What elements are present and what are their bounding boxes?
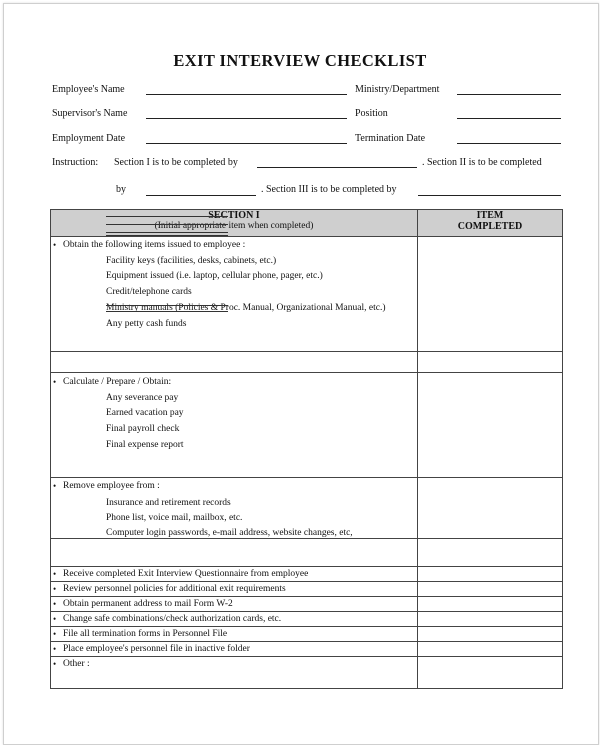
other-label: Other : — [63, 659, 90, 669]
table-row — [51, 567, 563, 582]
checklist-item: Place employee's personnel file in inactive folder — [63, 644, 250, 654]
list-item: Final expense report — [106, 440, 184, 450]
list-item: Any petty cash funds — [106, 319, 187, 329]
item-completed-cell[interactable] — [418, 657, 563, 689]
table-row — [51, 612, 563, 627]
page-title: EXIT INTERVIEW CHECKLIST — [173, 51, 427, 70]
list-item: Any severance pay — [106, 393, 179, 403]
item-completed-cell[interactable] — [418, 582, 563, 597]
list-item: Final payroll check — [106, 424, 180, 434]
blank-item-line[interactable] — [106, 311, 228, 312]
checklist-item: Obtain permanent address to mail Form W-2 — [63, 599, 233, 609]
bullet-icon: • — [53, 659, 57, 669]
section2-completer-field[interactable] — [146, 195, 256, 196]
ministry-department-field[interactable] — [457, 94, 561, 95]
item-completed-cell[interactable] — [418, 627, 563, 642]
by-label: by — [116, 184, 126, 195]
list-item: Phone list, voice mail, mailbox, etc. — [106, 513, 243, 523]
item-completed-cell[interactable] — [418, 539, 563, 567]
table-row — [51, 478, 563, 539]
list-item: Credit/telephone cards — [106, 287, 192, 297]
section1-instruction: Section I is to be completed by — [114, 157, 238, 168]
item-header-line1: ITEM — [476, 210, 504, 221]
bullet-icon: • — [53, 599, 57, 609]
list-item: Equipment issued (i.e. laptop, cellular phone, pager, etc.) — [106, 271, 323, 281]
other-item — [51, 657, 418, 689]
employment-date-label: Employment Date — [52, 133, 126, 144]
checklist-item: Receive completed Exit Interview Questionnaire from employee — [63, 569, 309, 579]
group-calculate — [51, 373, 418, 478]
item-completed-cell[interactable] — [418, 642, 563, 657]
group-remove-employee — [51, 478, 418, 539]
section2-instruction: . Section II is to be completed — [422, 157, 542, 168]
list-item: Facility keys (facilities, desks, cabinets, etc.) — [106, 256, 277, 266]
group-heading: Obtain the following items issued to employee : — [63, 240, 246, 250]
bullet-icon: • — [53, 377, 57, 387]
table-row — [51, 627, 563, 642]
item-completed-header — [418, 210, 563, 237]
bullet-icon: • — [53, 584, 57, 594]
list-item: Earned vacation pay — [106, 408, 184, 418]
checklist-item: File all termination forms in Personnel File — [63, 629, 228, 639]
checklist-table — [50, 209, 563, 689]
bullet-icon: • — [53, 629, 57, 639]
item-header-line2: COMPLETED — [457, 221, 523, 232]
item-completed-cell[interactable] — [418, 612, 563, 627]
position-label: Position — [355, 108, 388, 119]
table-row — [51, 539, 563, 567]
bullet-icon: • — [53, 644, 57, 654]
group-heading: Remove employee from : — [63, 481, 160, 491]
table-row — [51, 642, 563, 657]
table-row — [51, 657, 563, 689]
item-completed-cell[interactable] — [418, 567, 563, 582]
item-completed-cell[interactable] — [418, 237, 563, 352]
item-completed-cell[interactable] — [418, 373, 563, 478]
section-title: SECTION I — [208, 210, 260, 221]
item-completed-cell[interactable] — [418, 352, 563, 373]
table-row — [51, 582, 563, 597]
termination-date-field[interactable] — [457, 143, 561, 144]
item-completed-cell[interactable] — [418, 478, 563, 539]
instruction-label: Instruction: — [52, 157, 99, 168]
employee-name-field[interactable] — [146, 94, 347, 95]
supervisor-name-label: Supervisor's Name — [52, 108, 128, 119]
section3-instruction: . Section III is to be completed by — [261, 184, 397, 195]
termination-date-label: Termination Date — [355, 133, 426, 144]
supervisor-name-field[interactable] — [146, 118, 347, 119]
table-row — [51, 373, 563, 478]
section3-completer-field[interactable] — [418, 195, 561, 196]
employee-name-label: Employee's Name — [52, 84, 125, 95]
bullet-icon: • — [53, 240, 57, 250]
section1-completer-field[interactable] — [257, 167, 417, 168]
employment-date-field[interactable] — [146, 143, 347, 144]
ministry-department-label: Ministry/Department — [355, 84, 440, 95]
bullet-icon: • — [53, 614, 57, 624]
bullet-icon: • — [53, 481, 57, 491]
group-heading: Calculate / Prepare / Obtain: — [63, 377, 172, 387]
section-subtitle: (Initial appropriate item when completed) — [154, 221, 314, 231]
checklist-item: Review personnel policies for additional exit requirements — [63, 584, 286, 594]
table-row — [51, 597, 563, 612]
item-completed-cell[interactable] — [418, 597, 563, 612]
group-obtain-items — [51, 237, 418, 352]
list-item: Insurance and retirement records — [106, 498, 231, 508]
list-item: Computer login passwords, e-mail address, website changes, etc, — [106, 528, 353, 538]
list-item: Ministry manuals (Policies & Proc. Manual, Organizational Manual, etc.) — [106, 303, 386, 313]
table-row — [51, 237, 563, 352]
bullet-icon: • — [53, 569, 57, 579]
checklist-item: Change safe combinations/check authorization cards, etc. — [63, 614, 282, 624]
position-field[interactable] — [457, 118, 561, 119]
table-row — [51, 352, 563, 373]
